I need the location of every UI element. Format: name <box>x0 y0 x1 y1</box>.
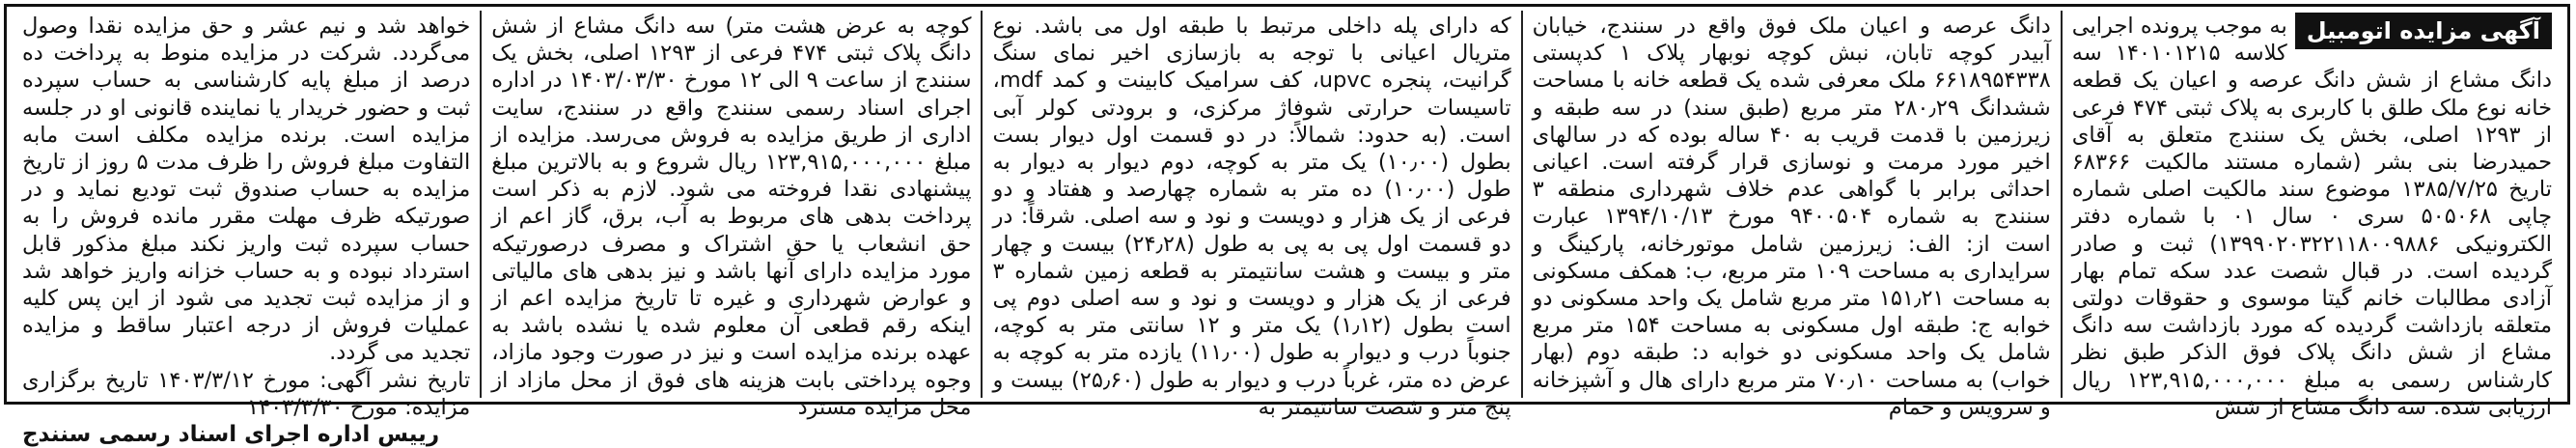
notice-column-4 <box>480 11 981 420</box>
notice-dates: تاریخ نشر آگهی: مورخ ۱۴۰۳/۳/۱۲ تاریخ برگزاری مزایده: مورخ ۱۴۰۳/۳/۳۰ <box>21 367 471 420</box>
notice-text-col2: دانگ عرصه و اعیان ملک فوق واقع در سنندج، خیابان آبیدر کوچه تابان، نبش کوچه نوبهار پلاک ۱ کدپستی ۶۶۱۸۹۵۴۳۳۸ ملک معرفی شده یک قطعه خانه با مساحت ششدانگ ۲۸۰٫۲۹ متر مربع (طبق سند) در سه طبقه و زیرزمین با قدمت قریب به ۴۰ ساله بوده که در سالهای اخیر مورد مرمت و نوسازی قرار گرفته است. اعیانی احداثی برابر با گواهی عدم خلاف شهرداری منطقه ۳ سنندج به شماره ۹۴۰۰۵۰۴ مورخ ۱۳۹۴/۱۰/۱۳ عبارت است از: الف: زیرزمین شامل موتورخانه، پارکینگ و سرایداری به مساحت ۱۰۹ متر مربع، ب: همکف مسکونی به مساحت ۱۵۱٫۲۱ متر مربع شامل یک واحد مسکونی دو خوابه ج: طبقه اول مسکونی به مساحت ۱۵۴ متر مربع شامل یک واحد مسکونی دو خوابه د: طبقه دوم (بهار خواب) به مساحت ۷۰٫۱۰ متر مربع دارای هال و آشپزخانه و سرویس و حمام <box>1532 14 2051 420</box>
notice-title: آگهی مزایده اتومبیل <box>2295 13 2552 49</box>
notice-column-1 <box>2061 11 2562 420</box>
notice-frame <box>4 4 2570 448</box>
notice-columns <box>13 11 2562 448</box>
notice-text-col4: کوچه به عرض هشت متر) سه دانگ مشاع از شش دانگ پلاک ثبتی ۴۷۴ فرعی از ۱۲۹۳ اصلی، بخش یک سنندج از ساعت ۹ الی ۱۲ مورخ ۱۴۰۳/۰۳/۳۰ در اداره اجرای اسناد رسمی سنندج واقع در سنندج، سایت اداری از طریق مزایده به فروش می‌رسد. مزایده از مبلغ ۱۲۳,۹۱۵,۰۰۰,۰۰۰ ریال شروع و به بالاترین مبلغ پیشنهادی نقدا فروخته می شود. لازم به ذکر است پرداخت بدهی های مربوط به آب، برق، گاز اعم از حق انشعاب یا حق اشتراک و مصرف درصورتیکه مورد مزایده دارای آنها باشد و نیز بدهی های مالیاتی و عوارض شهرداری و غیره تا تاریخ مزایده اعم از اینکه رقم قطعی آن معلوم شده یا نشده باشد به عهده برنده مزایده است و نیز در صورت وجود مازاد، وجوه پرداختی بابت هزینه های فوق از محل مازاد از محل مزایده مسترد <box>491 14 972 420</box>
notice-text-col5: خواهد شد و نیم عشر و حق مزایده نقدا وصول می‌گردد. شرکت در مزایده منوط به پرداخت ده درصد از مبلغ پایه کارشناسی به حساب سپرده ثبت و حضور خریدار یا نماینده قانونی او در جلسه مزایده است. برنده مزایده مکلف است مابه التفاوت مبلغ فروش را ظرف مدت ۵ روز از تاریخ مزایده به حساب صندوق ثبت تودیع نماید و در صورتیکه ظرف مهلت مقرر مانده فروش را به حساب سپرده ثبت واریز نکند مبلغ مذکور قابل استرداد نبوده و به حساب خزانه واریز خواهد شد و از مزایده ثبت تجدید می شود از این پس کلیه عملیات فروش از درجه اعتبار ساقط و مزایده تجدید می گردد. <box>21 14 471 366</box>
notice-text-col1: به موجب پرونده اجرایی کلاسه ۱۴۰۱۰۱۲۱۵ سه دانگ مشاع از شش دانگ عرصه و اعیان یک قطعه خانه نوع ملک طلق با کاربری به پلاک ثبتی ۴۷۴ فرعی از ۱۲۹۳ اصلی، بخش یک سنندج متعلق به آقای حمیدرضا بنی بشر (شماره مستند مالکیت ۶۸۳۶۶ تاریخ ۱۳۸۵/۷/۲۵ موضوع سند مالکیت اصلی شماره چاپی ۵۰۵۰۶۸ سری ۰ سال ۰۱ با شماره دفتر الکترونیکی ۱۳۹۹۰۲۰۳۲۲۱۱۸۰۰۹۸۸۶) ثبت و صادر گردیده است. در قبال شصت عدد سکه تمام بهار آزادی مطالبات خانم گیتا موسوی و حقوقات دولتی متعلقه بازداشت گردیده که مورد بازداشت سه دانگ مشاع از شش دانگ پلاک فوق الذکر طبق نظر کارشناس رسمی به مبلغ ۱۲۳,۹۱۵,۰۰۰,۰۰۰ ریال ارزیابی شده. سه دانگ مشاع از شش <box>2071 14 2553 420</box>
notice-column-2 <box>1521 11 2061 420</box>
notice-signature: رییس اداره اجرای اسناد رسمی سنندج <box>21 422 440 448</box>
notice-column-3 <box>981 11 1520 420</box>
notice-text-col3: که دارای پله داخلی مرتبط با طبقه اول می باشد. نوع متریال اعیانی با توجه به بازسازی اخیر نمای سنگ گرانیت، پنجره upvc، کف سرامیک کابینت و کمد mdf، تاسیسات حرارتی شوفاژ مرکزی، و برودتی کولر آبی است. (به حدود: شمالاً: در دو قسمت اول دیوار بست بطول (۱۰٫۰۰) یک متر به کوچه، دوم دیوار به دیوار به طول (۱۰٫۰۰) ده متر به شماره چهارصد و هفتاد و دو فرعی از یک هزار و دویست و نود و سه اصلی. شرقاً: در دو قسمت اول پی به پی به طول (۲۴٫۲۸) بیست و چهار متر و بیست و هشت سانتیمتر به قطعه زمین شماره ۳ فرعی از یک هزار و دویست و نود و سه اصلی دوم پی است بطول (۱٫۱۲) یک متر و ۱۲ سانتی متر به کوچه، جنوباً درب و دیوار به طول (۱۱٫۰۰) یازده متر به کوچه به عرض ده متر، غرباً درب و دیوار به طول (۲۵٫۶۰) بیست و پنج متر و شصت سانتیمتر به <box>992 14 1511 420</box>
notice-column-5 <box>13 11 480 448</box>
